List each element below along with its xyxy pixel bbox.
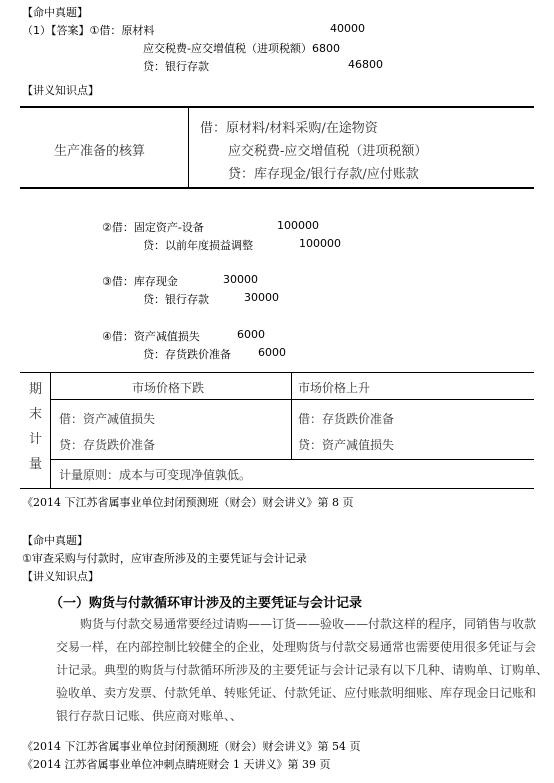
- entry4-credit: 贷：存货跌价准备: [143, 348, 231, 361]
- q1-line1-amount: 40000: [330, 22, 365, 35]
- q2-paragraph-line-1: 购货与付款交易通常要经过请购——订货——验收——付款这样的程序，同销售与收款: [80, 617, 537, 631]
- entry2-credit-amount: 100000: [299, 237, 341, 250]
- t2-col1-header: 市场价格下跌: [132, 381, 205, 395]
- source-citation-1: 《2014 下江苏省属事业单位封闭预测班（财会）财会讲义》第 8 页: [22, 496, 354, 509]
- t2-col-divider: [291, 372, 292, 460]
- q1-line3-amount: 46800: [348, 58, 383, 71]
- q1-line1-label: （1）【答案】①借：原材料: [22, 24, 155, 37]
- q2-header: 【命中真题】: [22, 534, 88, 547]
- t2-col2-header: 市场价格上升: [298, 381, 371, 395]
- t2-principle: 计量原则：成本与可变现净值孰低。: [59, 468, 252, 482]
- t2-bottom-border: [20, 488, 534, 489]
- q1-header: 【命中真题】: [22, 6, 88, 19]
- entry2-debit-amount: 100000: [277, 219, 319, 232]
- t2-side-char-3: 计: [29, 432, 43, 447]
- entry4-debit: ④借：资产减值损失: [102, 330, 200, 343]
- k1-header: 【讲义知识点】: [22, 84, 99, 97]
- q2-paragraph-line-5: 银行存款日记账、供应商对账单、、: [56, 709, 243, 723]
- t2-side-divider: [50, 372, 51, 489]
- t2-header-border: [50, 399, 534, 400]
- t2-col2-row2: 贷：资产减值损失: [298, 438, 395, 452]
- entry2-debit: ②借：固定资产-设备: [102, 221, 204, 234]
- k1-table-left-cell: 生产准备的核算: [54, 144, 146, 159]
- entry3-debit: ③借：库存现金: [102, 275, 178, 288]
- t2-col1-row2: 贷：存货跌价准备: [59, 438, 156, 452]
- q2-line1: ①审查采购与付款时，应审查所涉及的主要凭证与会计记录: [22, 552, 307, 565]
- entry4-debit-amount: 6000: [237, 328, 265, 341]
- entry3-credit: 贷：银行存款: [143, 293, 209, 306]
- q2-paragraph-line-4: 验收单、卖方发票、付款凭单、转账凭证、付款凭证、应付账款明细账、库存现金日记账和: [56, 686, 537, 700]
- source-citation-3: 《2014 江苏省属事业单位冲刺点睛班财会 1 天讲义》第 39 页: [22, 758, 331, 771]
- k1-table-debit-line: 借：原材料/材料采购/在途物资: [200, 121, 378, 136]
- t2-side-char-4: 量: [29, 457, 43, 472]
- q2-knowledge-header: 【讲义知识点】: [22, 570, 99, 583]
- t2-col2-row1: 借：存货跌价准备: [298, 412, 395, 426]
- t2-col1-row1: 借：资产减值损失: [59, 412, 156, 426]
- q1-line3-label: 贷：银行存款: [143, 60, 209, 73]
- k1-table-top-border: [20, 106, 534, 108]
- t2-top-border: [20, 372, 534, 373]
- q2-paragraph-line-3: 计记录。典型的购货与付款循环所涉及的主要凭证与会计记录有以下几种、请购单、订购单、: [56, 663, 549, 677]
- k1-table-bottom-border: [20, 187, 534, 189]
- t2-side-char-2: 末: [29, 407, 43, 422]
- t2-body-border: [50, 459, 534, 460]
- k1-table-divider: [188, 107, 189, 188]
- t2-side-char-1: 期: [29, 382, 43, 397]
- q2-section-title: （一）购货与付款循环审计涉及的主要凭证与会计记录: [50, 596, 363, 611]
- source-citation-2: 《2014 下江苏省属事业单位封闭预测班（财会）财会讲义》第 54 页: [22, 740, 361, 753]
- entry4-credit-amount: 6000: [258, 346, 286, 359]
- entry3-credit-amount: 30000: [244, 291, 279, 304]
- entry3-debit-amount: 30000: [223, 273, 258, 286]
- q2-paragraph-line-2: 交易一样，在内部控制比较健全的企业，处理购货与付款交易通常也需要使用很多凭证与会: [56, 640, 537, 654]
- entry2-credit: 贷：以前年度损益调整: [143, 239, 253, 252]
- k1-table-credit-line: 贷：库存现金/银行存款/应付账款: [228, 167, 419, 182]
- q1-line2: 应交税费-应交增值税（进项税额）6800: [143, 42, 340, 55]
- k1-table-tax-line: 应交税费-应交增值税（进项税额）: [228, 144, 428, 159]
